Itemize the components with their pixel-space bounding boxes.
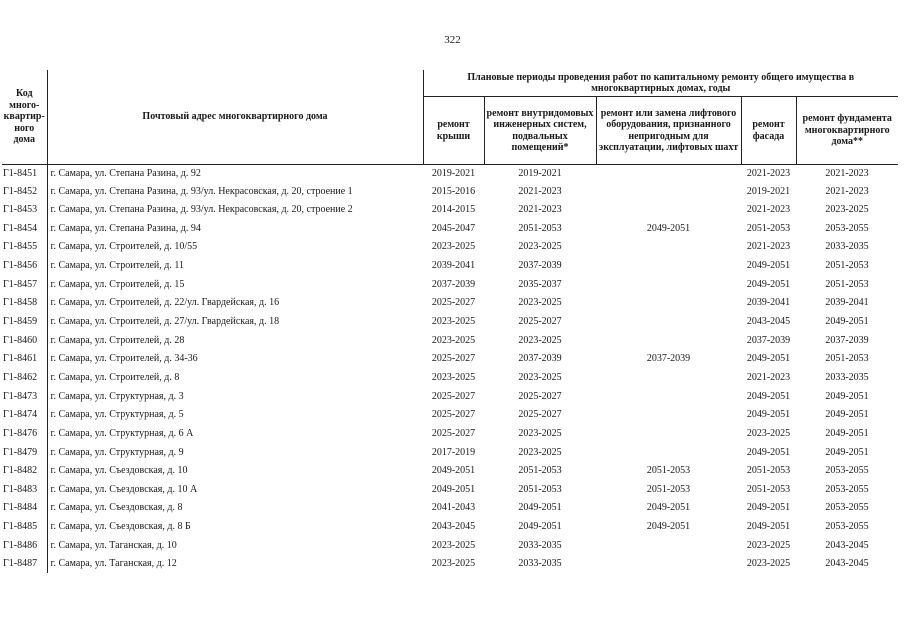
cell-systems: 2023-2025 [518, 241, 562, 253]
header-planned-periods: Плановые периоды проведения работ по капитальному ремонту общего имущества в многоквартирных домах, годы [423, 70, 898, 97]
cell-facade: 2051-2053 [746, 222, 791, 234]
cell-facade: 2051-2053 [746, 465, 791, 477]
cell-foundation: 2049-2051 [825, 316, 869, 328]
table-row [2, 350, 898, 369]
table-row [2, 424, 898, 443]
header-foundation: ремонт фундамента многоквартирного дома** [796, 97, 898, 165]
table-row [2, 182, 898, 201]
cell-code: Г1-8455 [2, 238, 47, 257]
table-body [2, 165, 898, 574]
capital-repair-table [2, 70, 898, 573]
cell-address: г. Самара, ул. Строителей, д. 8 [50, 371, 180, 383]
table-row [2, 443, 898, 462]
cell-foundation: 2043-2045 [825, 539, 869, 551]
cell-roof: 2025-2027 [431, 353, 476, 365]
cell-facade: 2051-2053 [746, 483, 791, 495]
table-row [2, 555, 898, 574]
cell-roof: 2023-2025 [431, 316, 476, 328]
cell-facade: 2043-2045 [746, 316, 791, 328]
cell-systems: 2025-2027 [518, 390, 562, 402]
header-elevator: ремонт или замена лифтового оборудования, признанного непригодным для эксплуатации, лифтовых шахт [596, 97, 741, 165]
cell-foundation: 2051-2053 [825, 353, 869, 365]
cell-address: г. Самара, ул. Строителей, д. 15 [50, 278, 185, 290]
cell-systems: 2023-2025 [518, 427, 562, 439]
cell-foundation: 2049-2051 [825, 409, 869, 421]
header-code: Код много-квартир-ного дома [2, 70, 47, 165]
cell-address: г. Самара, ул. Структурная, д. 9 [50, 446, 184, 458]
cell-foundation: 2021-2023 [825, 167, 869, 179]
cell-roof: 2039-2041 [431, 260, 476, 272]
header-systems: ремонт внутридомовых инженерных систем, подвальных помещений* [484, 97, 596, 165]
cell-roof: 2023-2025 [431, 334, 476, 346]
cell-roof: 2023-2025 [431, 539, 476, 551]
cell-address: г. Самара, ул. Съездовская, д. 8 Б [50, 521, 191, 533]
cell-systems: 2037-2039 [518, 260, 562, 272]
cell-elevator: 2051-2053 [646, 465, 691, 477]
cell-foundation: 2021-2023 [825, 185, 869, 197]
cell-facade: 2021-2023 [746, 167, 791, 179]
table-row [2, 294, 898, 313]
cell-facade: 2021-2023 [746, 204, 791, 216]
cell-roof: 2014-2015 [431, 204, 476, 216]
cell-roof: 2023-2025 [431, 558, 476, 570]
cell-elevator [596, 257, 741, 276]
cell-elevator: 2049-2051 [646, 521, 691, 533]
cell-facade: 2049-2051 [746, 409, 791, 421]
cell-foundation: 2053-2055 [825, 502, 869, 514]
table-row [2, 536, 898, 555]
cell-systems: 2033-2035 [518, 558, 562, 570]
cell-address: г. Самара, ул. Степана Разина, д. 93/ул. Некрасовская, д. 20, строение 1 [50, 185, 353, 197]
cell-roof: 2043-2045 [431, 521, 476, 533]
cell-elevator [596, 201, 741, 220]
cell-code: Г1-8476 [2, 424, 47, 443]
cell-roof: 2015-2016 [431, 185, 476, 197]
cell-elevator [596, 238, 741, 257]
cell-systems: 2023-2025 [518, 334, 562, 346]
cell-systems: 2019-2021 [518, 167, 562, 179]
cell-elevator [596, 312, 741, 331]
cell-roof: 2025-2027 [431, 409, 476, 421]
cell-foundation: 2039-2041 [825, 297, 869, 309]
cell-foundation: 2049-2051 [825, 390, 869, 402]
cell-code: Г1-8454 [2, 219, 47, 238]
cell-systems: 2023-2025 [518, 371, 562, 383]
cell-elevator [596, 165, 741, 183]
cell-address: г. Самара, ул. Структурная, д. 6 А [50, 427, 194, 439]
cell-roof: 2023-2025 [431, 371, 476, 383]
cell-elevator [596, 443, 741, 462]
cell-systems: 2051-2053 [518, 483, 562, 495]
cell-facade: 2049-2051 [746, 446, 791, 458]
cell-roof: 2049-2051 [431, 483, 476, 495]
table-row [2, 387, 898, 406]
cell-address: г. Самара, ул. Съездовская, д. 10 [50, 465, 188, 477]
page-number: 322 [444, 34, 461, 46]
cell-systems: 2033-2035 [518, 539, 562, 551]
table-row [2, 275, 898, 294]
cell-foundation: 2049-2051 [825, 427, 869, 439]
cell-facade: 2049-2051 [746, 260, 791, 272]
cell-address: г. Самара, ул. Строителей, д. 10/55 [50, 241, 198, 253]
cell-facade: 2049-2051 [746, 390, 791, 402]
cell-elevator [596, 406, 741, 425]
cell-facade: 2021-2023 [746, 241, 791, 253]
cell-elevator [596, 331, 741, 350]
table-row [2, 165, 898, 183]
cell-foundation: 2033-2035 [825, 241, 869, 253]
cell-code: Г1-8486 [2, 536, 47, 555]
table-row [2, 406, 898, 425]
cell-code: Г1-8479 [2, 443, 47, 462]
cell-code: Г1-8485 [2, 518, 47, 537]
cell-code: Г1-8487 [2, 555, 47, 574]
cell-foundation: 2033-2035 [825, 371, 869, 383]
cell-address: г. Самара, ул. Съездовская, д. 8 [50, 502, 183, 514]
cell-systems: 2025-2027 [518, 409, 562, 421]
cell-systems: 2051-2053 [518, 465, 562, 477]
cell-facade: 2037-2039 [746, 334, 791, 346]
cell-roof: 2041-2043 [431, 502, 476, 514]
cell-code: Г1-8461 [2, 350, 47, 369]
cell-address: г. Самара, ул. Таганская, д. 10 [50, 539, 177, 551]
cell-facade: 2023-2025 [746, 427, 791, 439]
cell-code: Г1-8451 [2, 165, 47, 183]
table-row [2, 201, 898, 220]
cell-systems: 2025-2027 [518, 316, 562, 328]
cell-foundation: 2053-2055 [825, 222, 869, 234]
cell-code: Г1-8458 [2, 294, 47, 313]
cell-address: г. Самара, ул. Строителей, д. 34-36 [50, 353, 198, 365]
cell-code: Г1-8459 [2, 312, 47, 331]
cell-foundation: 2051-2053 [825, 260, 869, 272]
table-row [2, 518, 898, 537]
table-row [2, 462, 898, 481]
cell-systems: 2037-2039 [518, 353, 562, 365]
table-row [2, 331, 898, 350]
cell-systems: 2051-2053 [518, 222, 562, 234]
cell-code: Г1-8462 [2, 368, 47, 387]
table-row [2, 219, 898, 238]
cell-foundation: 2049-2051 [825, 446, 869, 458]
cell-address: г. Самара, ул. Строителей, д. 28 [50, 334, 185, 346]
cell-facade: 2049-2051 [746, 353, 791, 365]
cell-elevator [596, 536, 741, 555]
cell-foundation: 2053-2055 [825, 521, 869, 533]
cell-foundation: 2053-2055 [825, 465, 869, 477]
cell-foundation: 2037-2039 [825, 334, 869, 346]
cell-code: Г1-8483 [2, 480, 47, 499]
cell-address: г. Самара, ул. Строителей, д. 22/ул. Гвардейская, д. 16 [50, 297, 280, 309]
cell-elevator: 2037-2039 [646, 353, 691, 365]
cell-facade: 2049-2051 [746, 502, 791, 514]
cell-code: Г1-8457 [2, 275, 47, 294]
cell-systems: 2023-2025 [518, 297, 562, 309]
cell-address: г. Самара, ул. Структурная, д. 3 [50, 390, 184, 402]
cell-elevator [596, 275, 741, 294]
cell-code: Г1-8460 [2, 331, 47, 350]
cell-facade: 2019-2021 [746, 185, 791, 197]
cell-systems: 2049-2051 [518, 521, 562, 533]
cell-facade: 2049-2051 [746, 278, 791, 290]
cell-address: г. Самара, ул. Таганская, д. 12 [50, 558, 177, 570]
cell-code: Г1-8473 [2, 387, 47, 406]
cell-facade: 2023-2025 [746, 558, 791, 570]
cell-elevator [596, 368, 741, 387]
cell-elevator: 2051-2053 [646, 483, 691, 495]
cell-elevator [596, 424, 741, 443]
cell-elevator [596, 294, 741, 313]
cell-facade: 2021-2023 [746, 371, 791, 383]
cell-code: Г1-8482 [2, 462, 47, 481]
cell-foundation: 2043-2045 [825, 558, 869, 570]
cell-facade: 2023-2025 [746, 539, 791, 551]
cell-code: Г1-8452 [2, 182, 47, 201]
table-row [2, 238, 898, 257]
header-roof: ремонт крыши [423, 97, 484, 165]
cell-facade: 2049-2051 [746, 521, 791, 533]
cell-roof: 2023-2025 [431, 241, 476, 253]
cell-roof: 2049-2051 [431, 465, 476, 477]
cell-foundation: 2023-2025 [825, 204, 869, 216]
cell-address: г. Самара, ул. Степана Разина, д. 94 [50, 222, 201, 234]
cell-code: Г1-8456 [2, 257, 47, 276]
cell-address: г. Самара, ул. Строителей, д. 27/ул. Гвардейская, д. 18 [50, 316, 280, 328]
cell-elevator [596, 387, 741, 406]
cell-roof: 2019-2021 [431, 167, 476, 179]
cell-systems: 2035-2037 [518, 278, 562, 290]
cell-roof: 2017-2019 [431, 446, 476, 458]
cell-elevator: 2049-2051 [646, 502, 691, 514]
cell-systems: 2021-2023 [518, 204, 562, 216]
cell-code: Г1-8484 [2, 499, 47, 518]
cell-address: г. Самара, ул. Степана Разина, д. 92 [50, 167, 201, 179]
cell-systems: 2049-2051 [518, 502, 562, 514]
cell-address: г. Самара, ул. Структурная, д. 5 [50, 409, 184, 421]
table-row [2, 480, 898, 499]
cell-roof: 2045-2047 [431, 222, 476, 234]
table-row [2, 368, 898, 387]
cell-code: Г1-8453 [2, 201, 47, 220]
cell-roof: 2025-2027 [431, 390, 476, 402]
table-row [2, 312, 898, 331]
cell-elevator [596, 555, 741, 574]
table-row [2, 499, 898, 518]
cell-code: Г1-8474 [2, 406, 47, 425]
header-facade: ремонт фасада [741, 97, 796, 165]
cell-foundation: 2051-2053 [825, 278, 869, 290]
cell-elevator: 2049-2051 [646, 222, 691, 234]
cell-address: г. Самара, ул. Съездовская, д. 10 А [50, 483, 198, 495]
cell-roof: 2037-2039 [431, 278, 476, 290]
header-address: Почтовый адрес многоквартирного дома [47, 70, 423, 165]
cell-address: г. Самара, ул. Степана Разина, д. 93/ул. Некрасовская, д. 20, строение 2 [50, 204, 353, 216]
table-row [2, 257, 898, 276]
cell-foundation: 2053-2055 [825, 483, 869, 495]
cell-roof: 2025-2027 [431, 297, 476, 309]
cell-facade: 2039-2041 [746, 297, 791, 309]
cell-roof: 2025-2027 [431, 427, 476, 439]
cell-systems: 2021-2023 [518, 185, 562, 197]
cell-address: г. Самара, ул. Строителей, д. 11 [50, 260, 184, 272]
cell-systems: 2023-2025 [518, 446, 562, 458]
cell-elevator [596, 182, 741, 201]
